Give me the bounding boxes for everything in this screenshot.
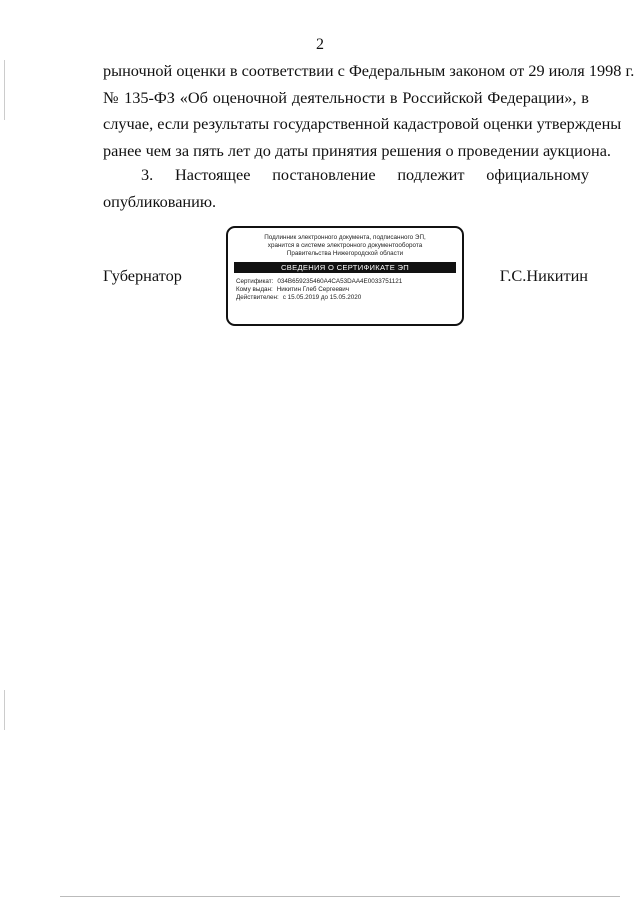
scan-edge-mark bbox=[4, 60, 5, 120]
stamp-certificate-bar: СВЕДЕНИЯ О СЕРТИФИКАТЕ ЭП bbox=[234, 262, 456, 273]
paragraph-1-line: ранее чем за пять лет до даты принятия решения о проведении аукциона. bbox=[103, 140, 612, 160]
scan-edge-line bbox=[60, 896, 620, 897]
scan-edge-mark bbox=[4, 690, 5, 730]
electronic-signature-stamp bbox=[226, 226, 464, 326]
paragraph-2-word: постановление bbox=[272, 165, 376, 184]
paragraph-1-line: № 135-ФЗ «Об оценочной деятельности в Российской Федерации», в bbox=[103, 87, 589, 107]
paragraph-1 bbox=[103, 58, 635, 164]
stamp-certificate-label: Сертификат: bbox=[236, 278, 274, 285]
paragraph-2-word: 3. bbox=[141, 165, 154, 184]
stamp-certificate-value: 034B659235460A4CA53DAA4E0033751121 bbox=[277, 278, 403, 285]
paragraph-1-line: случае, если результаты государственной кадастровой оценки утверждены bbox=[103, 114, 622, 133]
paragraph-2-word: Настоящее bbox=[175, 165, 251, 184]
paragraph-2 bbox=[103, 162, 589, 215]
page-number: 2 bbox=[316, 36, 324, 53]
signer-role: Губернатор bbox=[103, 266, 182, 285]
paragraph-2-word: подлежит bbox=[397, 165, 465, 184]
stamp-header-line: хранится в системе электронного документооборота bbox=[267, 242, 423, 249]
stamp-valid-value: с 15.05.2019 до 15.05.2020 bbox=[282, 294, 362, 301]
paragraph-2-word: официальному bbox=[486, 165, 589, 184]
signer-name: Г.С.Никитин bbox=[499, 266, 588, 285]
paragraph-2-line-1 bbox=[103, 162, 589, 189]
paragraph-1-line: рыночной оценки в соответствии с Федеральным законом от 29 июля 1998 г. bbox=[103, 61, 635, 80]
stamp-valid-label: Действителен: bbox=[236, 294, 279, 301]
stamp-certificate-row bbox=[236, 278, 454, 286]
paragraph-2-line-2: опубликованию. bbox=[103, 191, 217, 211]
stamp-issued-to-row bbox=[236, 286, 454, 294]
stamp-header-line: Подлинник электронного документа, подписанного ЭП, bbox=[264, 234, 426, 241]
stamp-issued-to-value: Никитин Глеб Сергеевич bbox=[276, 286, 350, 293]
stamp-issued-to-label: Кому выдан: bbox=[236, 286, 273, 293]
stamp-header bbox=[236, 234, 454, 258]
stamp-valid-row bbox=[236, 294, 454, 302]
stamp-header-line: Правительства Нижегородской области bbox=[286, 250, 404, 257]
